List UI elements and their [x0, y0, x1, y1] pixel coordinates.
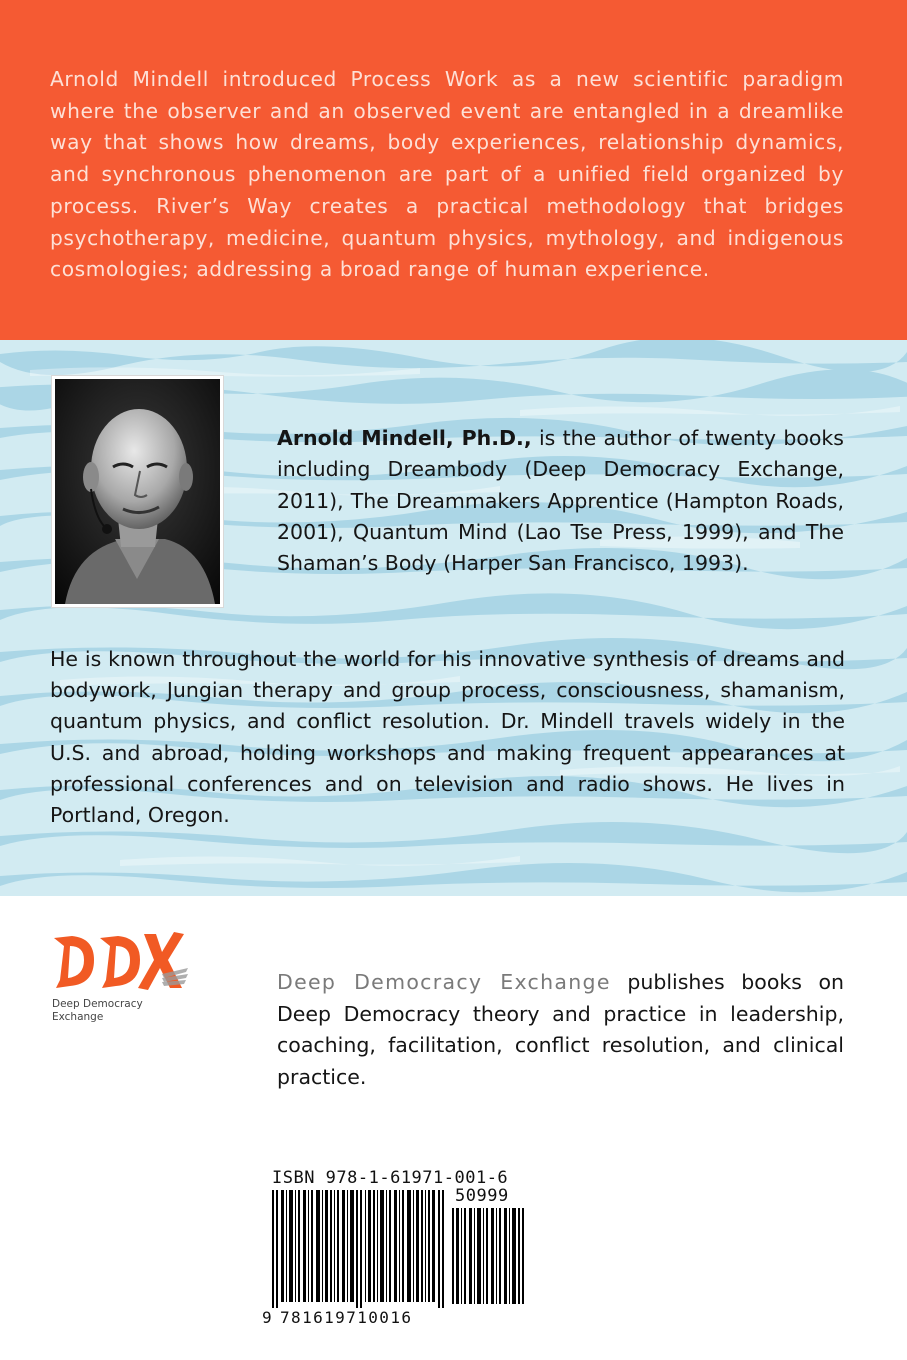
author-books: is the author of twenty books including Dreambody (Deep Democracy Exchange, 2011), The Dreammakers Apprentice (Hampton Roads, 2001), Quantum Mind (Lao Tse Press, 1999), and The Shaman’s Body (Harper San Francisco, 1993). [277, 426, 844, 576]
book-description: Arnold Mindell introduced Process Work as a new scientific paradigm where the observer and an observed event are entangled in a dreamlike way that shows how dreams, body experiences, relationship dynamics, and synchronous phenomenon are part of a unified field organized by process. River’s Way creates a practical methodology that bridges psychotherapy, medicine, quantum physics, mythology, and indigenous cosmologies; addressing a broad range of human experience. [50, 67, 844, 282]
publisher-text: publishes books on Deep Democracy theory and practice in leadership, coaching, facilitation, conflict resolution, and clinical practice. [277, 970, 845, 1089]
author-photo-frame [51, 375, 224, 608]
publisher-name: Deep Democracy Exchange [277, 970, 611, 994]
publisher-logo-caption [52, 998, 143, 1024]
logo-caption-line1: Deep Democracy [52, 998, 143, 1010]
author-intro [277, 423, 844, 579]
main-barcode-icon [272, 1190, 447, 1308]
ddx-logo-icon [50, 928, 190, 998]
barcode-addon-digits: 50999 [455, 1186, 509, 1206]
barcode-digits: 781619710016 [280, 1308, 413, 1327]
author-bio: He is known throughout the world for his innovative synthesis of dreams and bodywork, Jungian therapy and group process, consciousness, shamanism, quantum physics, and conflict resolution. Dr. Mindell travels widely in the U.S. and abroad, holding workshops and making frequent appearances at professional conferences and on television and radio shows. He lives in Portland, Oregon. [50, 647, 845, 828]
top-band [0, 0, 907, 340]
barcode-first-digit: 9 [262, 1308, 272, 1327]
publisher-description [277, 967, 844, 1093]
author-portrait-icon [55, 379, 220, 604]
addon-barcode-icon [452, 1208, 524, 1304]
isbn-number: ISBN 978-1-61971-001-6 [272, 1168, 509, 1188]
author-name: Arnold Mindell, Ph.D., [277, 426, 532, 450]
logo-caption-line2: Exchange [52, 1011, 104, 1023]
